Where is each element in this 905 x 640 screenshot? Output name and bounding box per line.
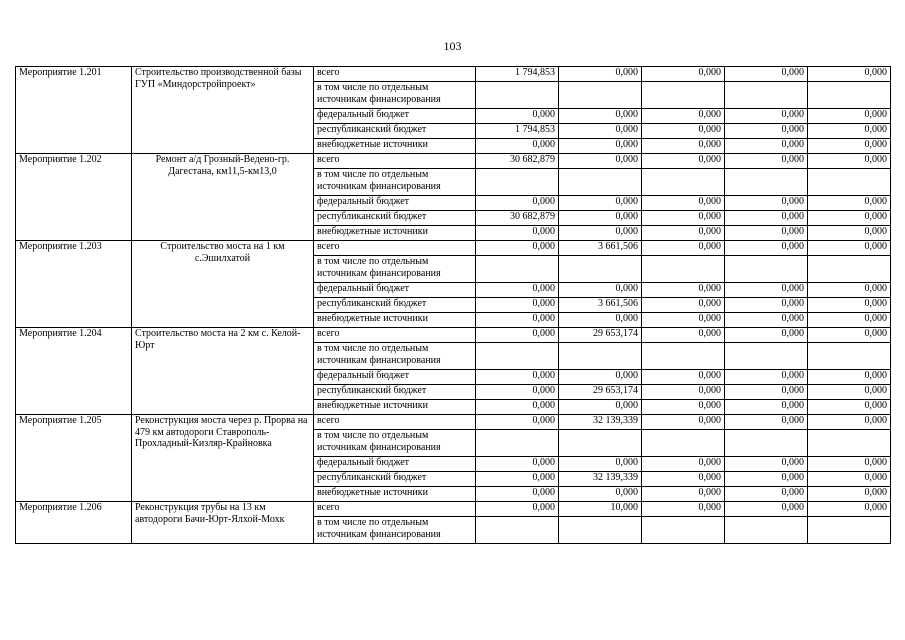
amount-cell: 29 653,174 <box>559 328 642 343</box>
amount-cell: 0,000 <box>559 400 642 415</box>
amount-cell <box>476 430 559 457</box>
amount-cell: 0,000 <box>476 487 559 502</box>
table-row <box>16 241 891 256</box>
amount-cell <box>476 517 559 544</box>
amount-cell: 0,000 <box>476 385 559 400</box>
amount-cell <box>642 256 725 283</box>
amount-cell: 0,000 <box>642 415 725 430</box>
amount-cell: 0,000 <box>559 211 642 226</box>
amount-cell: 0,000 <box>808 226 891 241</box>
amount-cell: 0,000 <box>808 472 891 487</box>
amount-cell <box>808 343 891 370</box>
amount-cell: 0,000 <box>642 226 725 241</box>
funding-source-label: внебюджетные источники <box>314 226 476 241</box>
amount-cell: 0,000 <box>725 124 808 139</box>
amount-cell: 0,000 <box>476 370 559 385</box>
amount-cell: 0,000 <box>642 67 725 82</box>
amount-cell: 0,000 <box>476 196 559 211</box>
amount-cell <box>808 82 891 109</box>
funding-source-label: федеральный бюджет <box>314 196 476 211</box>
amount-cell: 0,000 <box>808 415 891 430</box>
amount-cell: 0,000 <box>642 487 725 502</box>
amount-cell: 0,000 <box>725 313 808 328</box>
funding-source-label: всего <box>314 328 476 343</box>
amount-cell: 0,000 <box>808 124 891 139</box>
amount-cell <box>808 517 891 544</box>
amount-cell: 0,000 <box>559 370 642 385</box>
amount-cell: 0,000 <box>725 328 808 343</box>
funding-source-label: всего <box>314 415 476 430</box>
amount-cell: 0,000 <box>642 154 725 169</box>
amount-cell <box>725 517 808 544</box>
measure-name: Реконструкция моста через р. Прорва на 479 км автодороги Ставрополь-Прохладный-Кизляр-Крайновка <box>132 415 314 502</box>
funding-source-label: всего <box>314 67 476 82</box>
amount-cell: 30 682,879 <box>476 154 559 169</box>
amount-cell: 0,000 <box>808 385 891 400</box>
funding-source-label: федеральный бюджет <box>314 457 476 472</box>
amount-cell <box>725 430 808 457</box>
amount-cell: 0,000 <box>476 139 559 154</box>
funding-source-label: федеральный бюджет <box>314 283 476 298</box>
amount-cell: 0,000 <box>642 313 725 328</box>
amount-cell <box>642 517 725 544</box>
amount-cell: 3 661,506 <box>559 298 642 313</box>
measure-name: Строительство моста на 2 км с. Келой-Юрт <box>132 328 314 415</box>
measure-code: Мероприятие 1.202 <box>16 154 132 241</box>
amount-cell: 0,000 <box>476 502 559 517</box>
amount-cell: 0,000 <box>476 328 559 343</box>
amount-cell: 0,000 <box>725 283 808 298</box>
amount-cell: 0,000 <box>808 370 891 385</box>
amount-cell: 0,000 <box>642 196 725 211</box>
table-row <box>16 415 891 430</box>
amount-cell: 0,000 <box>725 472 808 487</box>
amount-cell: 3 661,506 <box>559 241 642 256</box>
amount-cell: 0,000 <box>476 457 559 472</box>
amount-cell: 0,000 <box>559 196 642 211</box>
amount-cell: 0,000 <box>808 328 891 343</box>
funding-source-label: республиканский бюджет <box>314 385 476 400</box>
amount-cell: 0,000 <box>725 154 808 169</box>
amount-cell <box>559 343 642 370</box>
amount-cell: 0,000 <box>725 109 808 124</box>
funding-source-label: в том числе по отдельным источникам финансирования <box>314 430 476 457</box>
funding-source-label: республиканский бюджет <box>314 298 476 313</box>
funding-source-label: внебюджетные источники <box>314 400 476 415</box>
amount-cell <box>725 256 808 283</box>
amount-cell: 0,000 <box>725 370 808 385</box>
amount-cell: 0,000 <box>559 109 642 124</box>
amount-cell: 0,000 <box>725 241 808 256</box>
amount-cell: 0,000 <box>559 139 642 154</box>
amount-cell: 0,000 <box>476 283 559 298</box>
amount-cell: 0,000 <box>808 283 891 298</box>
amount-cell: 0,000 <box>725 457 808 472</box>
amount-cell: 0,000 <box>808 298 891 313</box>
amount-cell: 0,000 <box>725 196 808 211</box>
amount-cell <box>725 169 808 196</box>
measure-code: Мероприятие 1.206 <box>16 502 132 544</box>
measure-code: Мероприятие 1.203 <box>16 241 132 328</box>
amount-cell: 0,000 <box>808 109 891 124</box>
amount-cell: 0,000 <box>559 226 642 241</box>
amount-cell <box>476 256 559 283</box>
amount-cell: 0,000 <box>808 502 891 517</box>
amount-cell: 29 653,174 <box>559 385 642 400</box>
amount-cell: 0,000 <box>559 487 642 502</box>
measure-name: Строительство моста на 1 км с.Эшилхатой <box>132 241 314 328</box>
amount-cell: 0,000 <box>808 211 891 226</box>
amount-cell: 0,000 <box>725 139 808 154</box>
amount-cell: 0,000 <box>808 457 891 472</box>
amount-cell <box>642 343 725 370</box>
amount-cell: 0,000 <box>642 139 725 154</box>
amount-cell: 0,000 <box>725 502 808 517</box>
amount-cell: 0,000 <box>642 283 725 298</box>
funding-source-label: в том числе по отдельным источникам финансирования <box>314 82 476 109</box>
amount-cell: 0,000 <box>642 298 725 313</box>
amount-cell: 0,000 <box>642 385 725 400</box>
funding-source-label: республиканский бюджет <box>314 124 476 139</box>
funding-source-label: всего <box>314 154 476 169</box>
amount-cell <box>559 517 642 544</box>
funding-source-label: всего <box>314 502 476 517</box>
amount-cell: 0,000 <box>559 313 642 328</box>
measure-code: Мероприятие 1.205 <box>16 415 132 502</box>
amount-cell <box>559 82 642 109</box>
amount-cell: 0,000 <box>808 196 891 211</box>
funding-source-label: в том числе по отдельным источникам финансирования <box>314 169 476 196</box>
amount-cell: 0,000 <box>559 124 642 139</box>
amount-cell <box>808 169 891 196</box>
amount-cell: 0,000 <box>642 370 725 385</box>
page-number: 103 <box>443 39 462 53</box>
funding-source-label: внебюджетные источники <box>314 487 476 502</box>
funding-source-label: всего <box>314 241 476 256</box>
funding-source-label: в том числе по отдельным источникам финансирования <box>314 343 476 370</box>
amount-cell: 1 794,853 <box>476 124 559 139</box>
amount-cell: 0,000 <box>725 415 808 430</box>
amount-cell <box>559 169 642 196</box>
funding-source-label: в том числе по отдельным источникам финансирования <box>314 256 476 283</box>
amount-cell: 0,000 <box>808 241 891 256</box>
table-row <box>16 328 891 343</box>
amount-cell <box>808 430 891 457</box>
amount-cell: 0,000 <box>559 283 642 298</box>
amount-cell: 0,000 <box>725 298 808 313</box>
amount-cell: 0,000 <box>476 109 559 124</box>
funding-source-label: в том числе по отдельным источникам финансирования <box>314 517 476 544</box>
amount-cell: 0,000 <box>725 226 808 241</box>
amount-cell: 0,000 <box>808 400 891 415</box>
amount-cell: 0,000 <box>808 487 891 502</box>
amount-cell <box>725 343 808 370</box>
measure-code: Мероприятие 1.204 <box>16 328 132 415</box>
amount-cell: 0,000 <box>808 139 891 154</box>
amount-cell: 0,000 <box>642 109 725 124</box>
amount-cell: 0,000 <box>476 241 559 256</box>
table-row <box>16 154 891 169</box>
measure-name: Ремонт а/д Грозный-Ведено-гр. Дагестана, км11,5-км13,0 <box>132 154 314 241</box>
table-row <box>16 67 891 82</box>
amount-cell <box>559 430 642 457</box>
amount-cell <box>642 430 725 457</box>
amount-cell: 0,000 <box>642 457 725 472</box>
amount-cell <box>642 82 725 109</box>
amount-cell <box>476 82 559 109</box>
amount-cell: 1 794,853 <box>476 67 559 82</box>
amount-cell: 30 682,879 <box>476 211 559 226</box>
amount-cell: 0,000 <box>725 67 808 82</box>
amount-cell <box>808 256 891 283</box>
amount-cell: 0,000 <box>476 400 559 415</box>
amount-cell: 0,000 <box>476 415 559 430</box>
funding-source-label: федеральный бюджет <box>314 370 476 385</box>
amount-cell: 0,000 <box>559 154 642 169</box>
amount-cell: 0,000 <box>725 487 808 502</box>
funding-source-label: федеральный бюджет <box>314 109 476 124</box>
measure-name: Реконструкция трубы на 13 км автодороги Бачи-Юрт-Ялхой-Мохк <box>132 502 314 544</box>
amount-cell: 32 139,339 <box>559 472 642 487</box>
amount-cell <box>725 82 808 109</box>
funding-source-label: республиканский бюджет <box>314 211 476 226</box>
amount-cell: 0,000 <box>725 385 808 400</box>
amount-cell: 0,000 <box>476 472 559 487</box>
amount-cell: 32 139,339 <box>559 415 642 430</box>
amount-cell: 0,000 <box>808 67 891 82</box>
amount-cell <box>559 256 642 283</box>
amount-cell <box>476 169 559 196</box>
amount-cell: 0,000 <box>476 226 559 241</box>
amount-cell: 0,000 <box>725 211 808 226</box>
measure-code: Мероприятие 1.201 <box>16 67 132 154</box>
amount-cell: 0,000 <box>642 124 725 139</box>
amount-cell: 0,000 <box>642 472 725 487</box>
table-row <box>16 502 891 517</box>
amount-cell: 0,000 <box>642 400 725 415</box>
amount-cell: 0,000 <box>642 502 725 517</box>
amount-cell: 0,000 <box>808 313 891 328</box>
amount-cell <box>476 343 559 370</box>
funding-source-label: внебюджетные источники <box>314 313 476 328</box>
funding-source-label: республиканский бюджет <box>314 472 476 487</box>
amount-cell: 0,000 <box>476 298 559 313</box>
amount-cell: 0,000 <box>642 211 725 226</box>
measure-name: Строительство производственной базы ГУП «Миндорстройпроект» <box>132 67 314 154</box>
amount-cell: 0,000 <box>642 328 725 343</box>
amount-cell: 0,000 <box>808 154 891 169</box>
funding-source-label: внебюджетные источники <box>314 139 476 154</box>
amount-cell: 10,000 <box>559 502 642 517</box>
amount-cell: 0,000 <box>476 313 559 328</box>
financing-table <box>15 66 891 544</box>
amount-cell <box>642 169 725 196</box>
amount-cell: 0,000 <box>642 241 725 256</box>
amount-cell: 0,000 <box>725 400 808 415</box>
amount-cell: 0,000 <box>559 457 642 472</box>
amount-cell: 0,000 <box>559 67 642 82</box>
